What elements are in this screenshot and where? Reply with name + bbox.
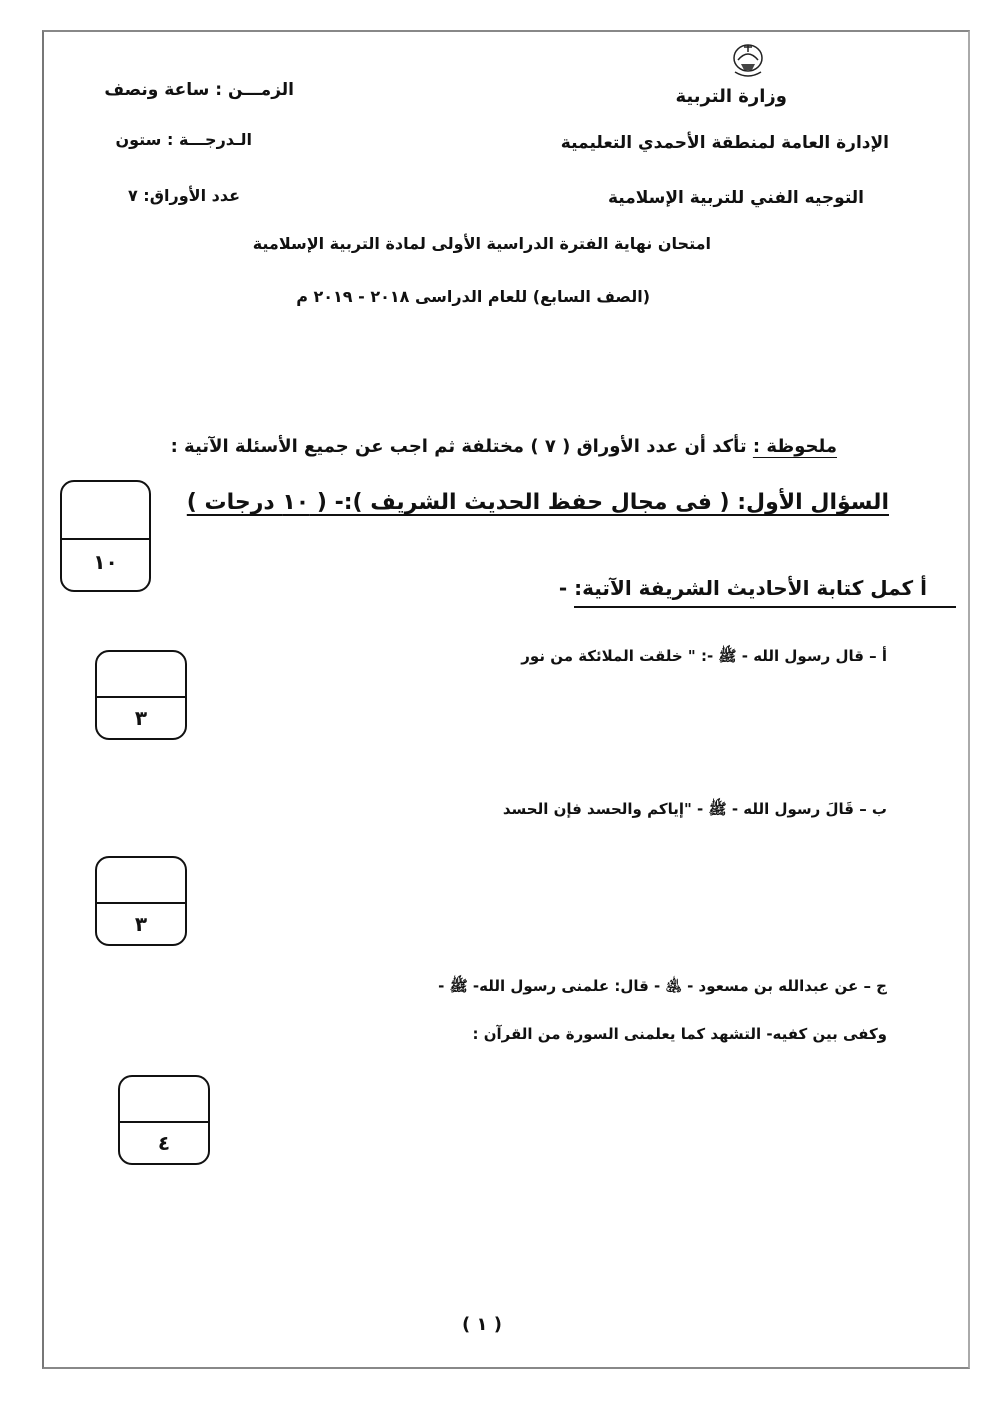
class-year: (الصف السابع) للعام الدراسى ٢٠١٨ - ٢٠١٩ م — [296, 287, 650, 306]
hadith-c-line-2: وكفى بين كفيه- التشهد كما يعلمنى السورة من القرآن : — [472, 1025, 887, 1043]
score-box-hadith-a — [95, 650, 187, 740]
score-box-hadith-b — [95, 856, 187, 946]
pages-count: عدد الأوراق: ٧ — [127, 186, 240, 205]
score-box-divider — [120, 1121, 208, 1123]
exam-grade: الـدرجـــة : ستون — [115, 130, 252, 149]
score-box-question-1 — [60, 480, 151, 592]
exam-time: الزمـــن : ساعة ونصف — [104, 80, 294, 100]
instruction: أ كمل كتابة الأحاديث الشريفة الآتية: - — [558, 576, 927, 600]
instruction-underline — [574, 606, 956, 608]
state-emblem-icon — [729, 40, 767, 80]
ministry-name: وزارة التربية — [675, 86, 787, 107]
page-number: ( ١ ) — [462, 1314, 502, 1335]
exam-title: امتحان نهاية الفترة الدراسية الأولى لمادة التربية الإسلامية — [252, 234, 711, 253]
score-box-divider — [62, 538, 149, 540]
score-value: ٤ — [157, 1131, 171, 1155]
score-value: ٣ — [134, 912, 148, 936]
hadith-b: ب – قَالَ رسول الله - ﷺ - "إياكم والحسد فإن الحسد — [502, 800, 887, 818]
hadith-c: ج – عن عبدالله بن مسعود - ﵁ - قال: علمنى رسول الله- ﷺ - — [438, 977, 887, 995]
department-name: التوجيه الفني للتربية الإسلامية — [607, 188, 864, 208]
directorate-name: الإدارة العامة لمنطقة الأحمدي التعليمية — [560, 133, 889, 153]
note — [171, 436, 837, 457]
score-box-divider — [97, 696, 185, 698]
question-1-title: السؤال الأول: ( فى مجال حفظ الحديث الشريف ):- ( ١٠ درجات ) — [186, 490, 889, 515]
score-box-divider — [97, 902, 185, 904]
score-value: ٣ — [134, 706, 148, 730]
note-text: تأكد أن عدد الأوراق ( ٧ ) مختلفة ثم اجب عن جميع الأسئلة الآتية : — [170, 436, 747, 457]
hadith-a: أ – قال رسول الله - ﷺ -: " خلقت الملائكة من نور — [521, 647, 887, 665]
score-value: ١٠ — [93, 550, 118, 574]
score-box-hadith-c — [118, 1075, 210, 1165]
note-label: ملحوظة : — [752, 436, 837, 457]
